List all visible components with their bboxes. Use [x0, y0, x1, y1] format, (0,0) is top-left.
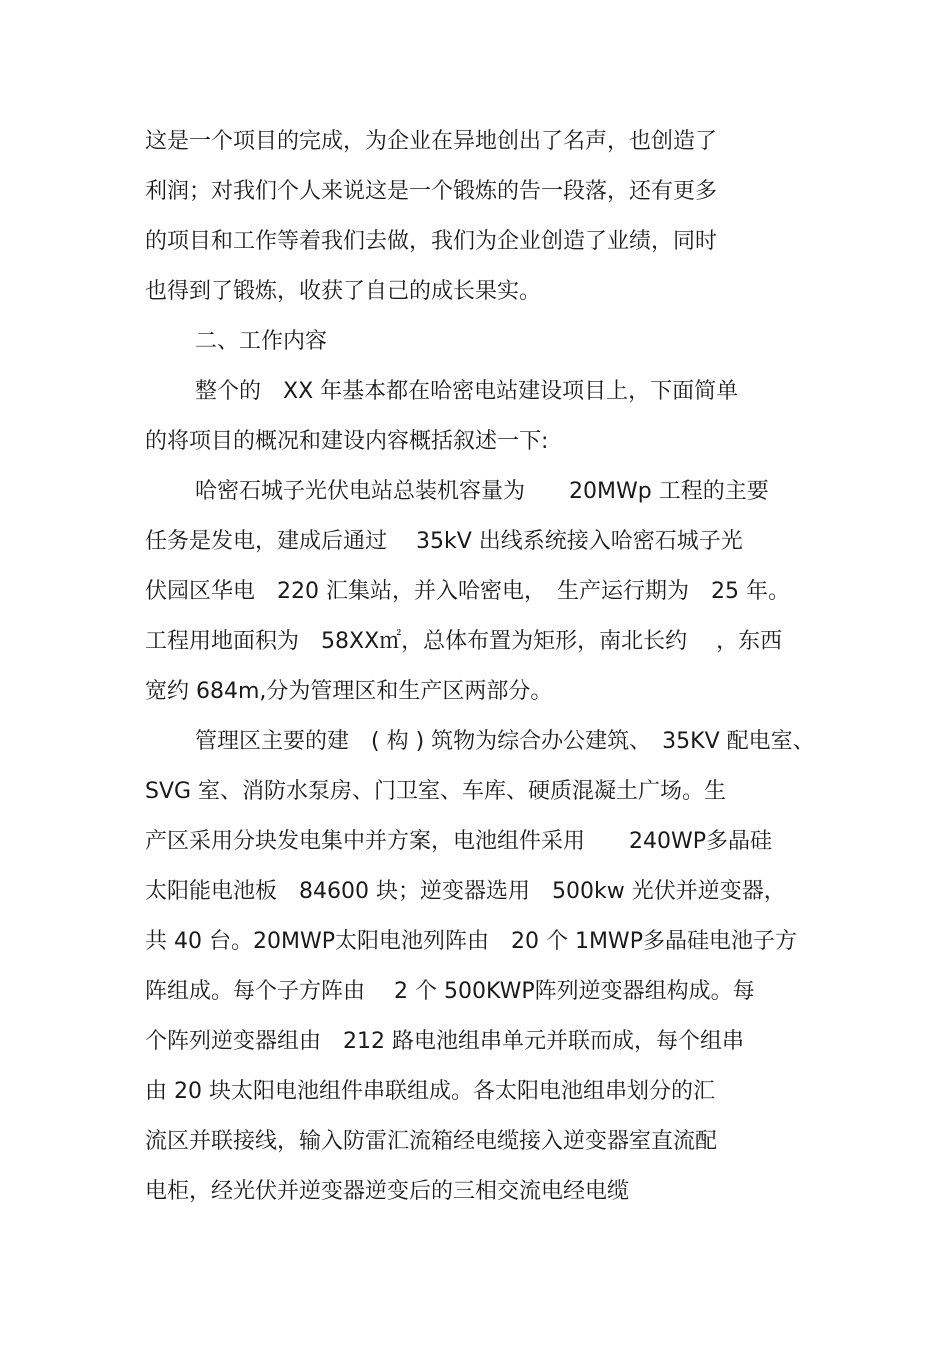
- text-line: 个阵列逆变器组由 212 路电池组串单元并联而成，每个组串: [145, 1029, 744, 1054]
- text-line: 的项目和工作等着我们去做，我们为企业创造了业绩，同时: [145, 229, 718, 254]
- text-line: 的将项目的概况和建设内容概括叙述一下:: [145, 429, 549, 454]
- text-line: 太阳能电池板 84600 块；逆变器选用 500kw 光伏并逆变器，: [145, 879, 786, 904]
- text-line: 工程用地面积为 58XX㎡，总体布置为矩形，南北长约 ，东西: [145, 629, 783, 654]
- text-line: 也得到了锻炼，收获了自己的成长果实。: [145, 279, 542, 304]
- text-line: 任务是发电，建成后通过 35kV 出线系统接入哈密石城子光: [145, 529, 743, 554]
- text-line: 电柜，经光伏并逆变器逆变后的三相交流电经电缆: [145, 1179, 630, 1204]
- text-line: 阵组成。每个子方阵由 2 个 500KWP阵列逆变器组构成。每: [145, 979, 755, 1004]
- text-line: 利润；对我们个人来说这是一个锻炼的告一段落，还有更多: [145, 179, 718, 204]
- section-heading: 二、工作内容: [195, 329, 328, 354]
- text-line: 整个的 XX 年基本都在哈密电站建设项目上，下面简单: [195, 379, 739, 404]
- text-line: 这是一个项目的完成，为企业在异地创出了名声，也创造了: [145, 129, 718, 154]
- text-line: 伏园区华电 220 汇集站，并入哈密电， 生产运行期为 25 年。: [145, 579, 790, 604]
- text-line: 由 20 块太阳电池组件串联组成。各太阳电池组串划分的汇: [145, 1079, 715, 1104]
- text-line: 管理区主要的建 ( 构 ) 筑物为综合办公建筑、 35KV 配电室、: [195, 729, 815, 754]
- text-line: SVG 室、消防水泵房、门卫室、车库、硬质混凝土广场。生: [145, 779, 727, 804]
- text-line: 流区并联接线，输入防雷汇流箱经电缆接入逆变器室直流配: [145, 1129, 718, 1154]
- text-line: 哈密石城子光伏电站总装机容量为 20MWp 工程的主要: [195, 479, 769, 504]
- text-line: 共 40 台。20MWP太阳电池列阵由 20 个 1MWP多晶硅电池子方: [145, 929, 797, 954]
- text-line: 宽约 684m,分为管理区和生产区两部分。: [145, 679, 553, 704]
- text-line: 产区采用分块发电集中并方案，电池组件采用 240WP多晶硅: [145, 829, 773, 854]
